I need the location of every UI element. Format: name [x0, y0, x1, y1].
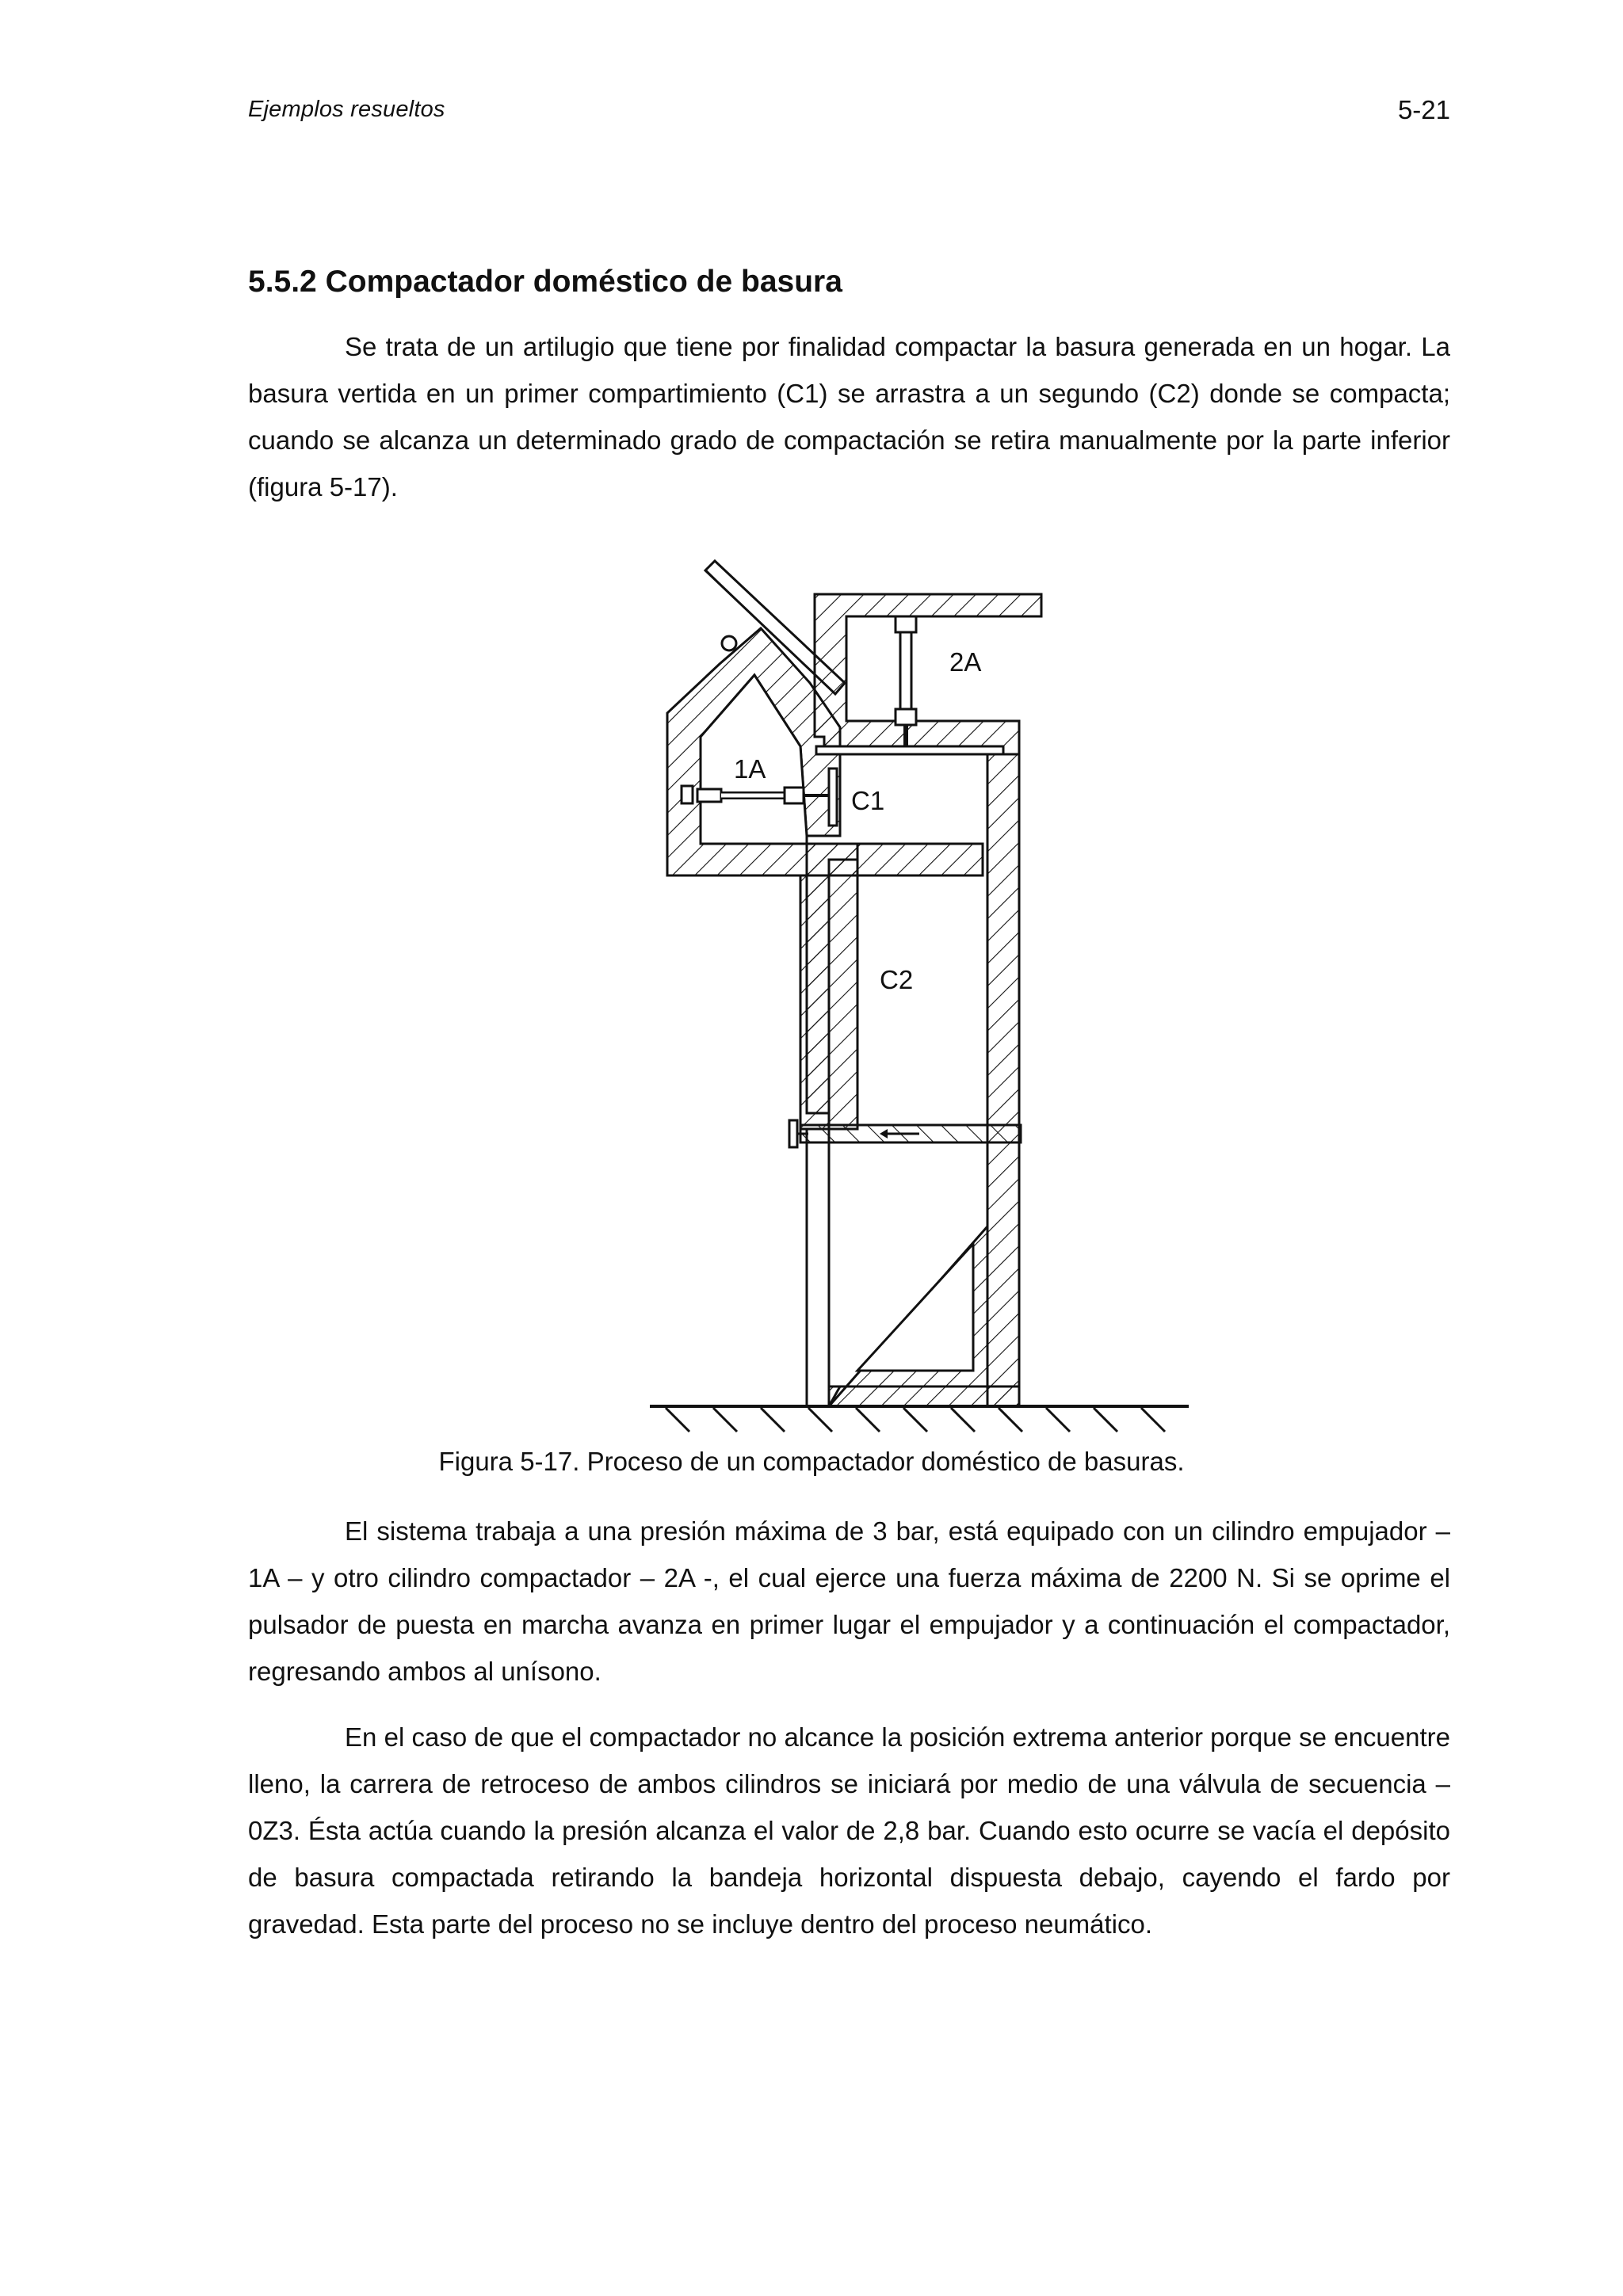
- paragraph-system: El sistema trabaja a una presión máxima de 3 bar, está equipado con un cilindro empujador – 1A – y otro cilindro compactador – 2A -, el cual ejerce una fuerza máxima de 2200 N. Si se oprime el pulsador de puesta en marcha avanza en primer lugar el empujador y a continuación el compactador, regresando ambos al unísono.: [248, 1516, 1450, 1686]
- page-number: 5-21: [1397, 95, 1450, 124]
- label-c2: C2: [880, 965, 914, 994]
- paragraph-intro: Se trata de un artilugio que tiene por finalidad compactar la basura generada en un hogar. La basura vertida en un primer compartimiento (C1) se arrastra a un segundo (C2) donde se compacta; cuando se alcanza un determinado grado de compactación se retira manualmente por la parte inferior (figura 5-17).: [248, 332, 1450, 502]
- paragraph-sequence-valve: En el caso de que el compactador no alcance la posición extrema anterior porque se encuentre lleno, la carrera de retroceso de ambos cilindros se iniciará por medio de una válvula de secuencia – 0Z3. Ésta actúa cuando la presión alcanza el valor de 2,8 bar. Cuando esto ocurre se vacía el depósito de basura compactada retirando la bandeja horizontal dispuesta debajo, cayendo el fardo por gravedad. Esta parte del proceso no se incluye dentro del proceso neumático.: [248, 1722, 1450, 1939]
- compartment-c2-housing: [800, 594, 1041, 1406]
- compactor-diagram: [650, 539, 1205, 1434]
- removable-tray: [789, 1120, 1021, 1147]
- label-c1: C1: [851, 786, 885, 815]
- section-title: 5.5.2 Compactador doméstico de basura: [248, 265, 842, 299]
- ground-line: [650, 1406, 1189, 1432]
- running-header: Ejemplos resueltos: [248, 97, 445, 122]
- figure-caption: Figura 5-17. Proceso de un compactador doméstico de basuras.: [438, 1447, 1185, 1476]
- label-1a: 1A: [734, 754, 766, 784]
- label-2a: 2A: [949, 647, 982, 677]
